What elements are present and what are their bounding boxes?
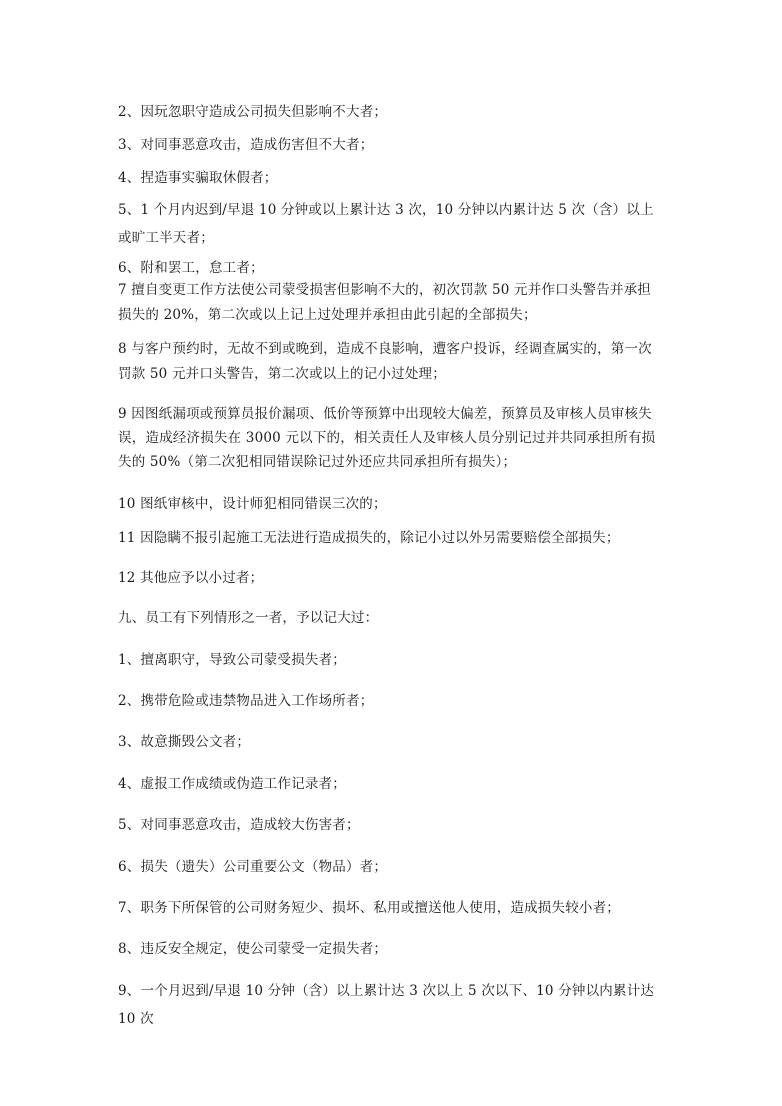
paragraph-item-9: 9 因图纸漏项或预算员报价漏项、低价等预算中出现较大偏差，预算员及审核人员审核失误，造成经济损失在 3000 元以下的，相关责任人及审核人员分别记过并共同承担所有损失的 50%（第二次犯相同错误除记过外还应共同承担所有损失）；: [118, 406, 656, 470]
major-item-4: 4、虚报工作成绩或伪造工作记录者；: [118, 776, 346, 792]
paragraph-item-10: 10 图纸审核中，设计师犯相同错误三次的；: [118, 496, 387, 512]
paragraph-item-11: 11 因隐瞒不报引起施工无法进行造成损失的，除记小过以外另需要赔偿全部损失；: [118, 530, 620, 546]
paragraph-item-6: 6、附和罢工，怠工者；: [118, 260, 264, 276]
major-item-7: 7、职务下所保管的公司财务短少、损坏、私用或擅送他人使用，造成损失较小者；: [118, 900, 620, 916]
major-item-9: 9、一个月迟到/早退 10 分钟（含）以上累计达 3 次以上 5 次以下、10 分钟以内累计达 10 次: [118, 983, 655, 1027]
paragraph-item-7: 7 擅自变更工作方法使公司蒙受损害但影响不大的，初次罚款 50 元并作口头警告并承担损失的 20%，第二次或以上记上过处理并承担由此引起的全部损失；: [118, 282, 652, 323]
major-item-1: 1、擅离职守，导致公司蒙受损失者；: [118, 652, 346, 668]
paragraph-item-8: 8 与客户预约时，无故不到或晚到，造成不良影响，遭客户投诉，经调查属实的，第一次罚款 50 元并口头警告，第二次或以上的记小过处理；: [118, 341, 652, 382]
major-item-8: 8、违反安全规定，使公司蒙受一定损失者；: [118, 941, 388, 957]
paragraph-item-5: 5、1 个月内迟到/早退 10 分钟或以上累计达 3 次，10 分钟以内累计达 5 次（含）以上或旷工半天者；: [118, 202, 654, 246]
paragraph-item-2: 2、因玩忽职守造成公司损失但影响不大者；: [118, 104, 388, 120]
paragraph-item-3: 3、对同事恶意攻击，造成伤害但不大者；: [118, 137, 374, 153]
major-item-6: 6、损失（遗失）公司重要公文（物品）者；: [118, 859, 388, 875]
paragraph-item-12: 12 其他应予以小过者；: [118, 570, 264, 586]
major-item-2: 2、携带危险或违禁物品进入工作场所者；: [118, 693, 374, 709]
section-heading-9: 九、员工有下列情形之一者，予以记大过：: [118, 610, 379, 626]
major-item-3: 3、故意撕毁公文者；: [118, 734, 251, 750]
major-item-5: 5、对同事恶意攻击，造成较大伤害者；: [118, 817, 360, 833]
paragraph-item-4: 4、捏造事实骗取休假者；: [118, 170, 278, 186]
